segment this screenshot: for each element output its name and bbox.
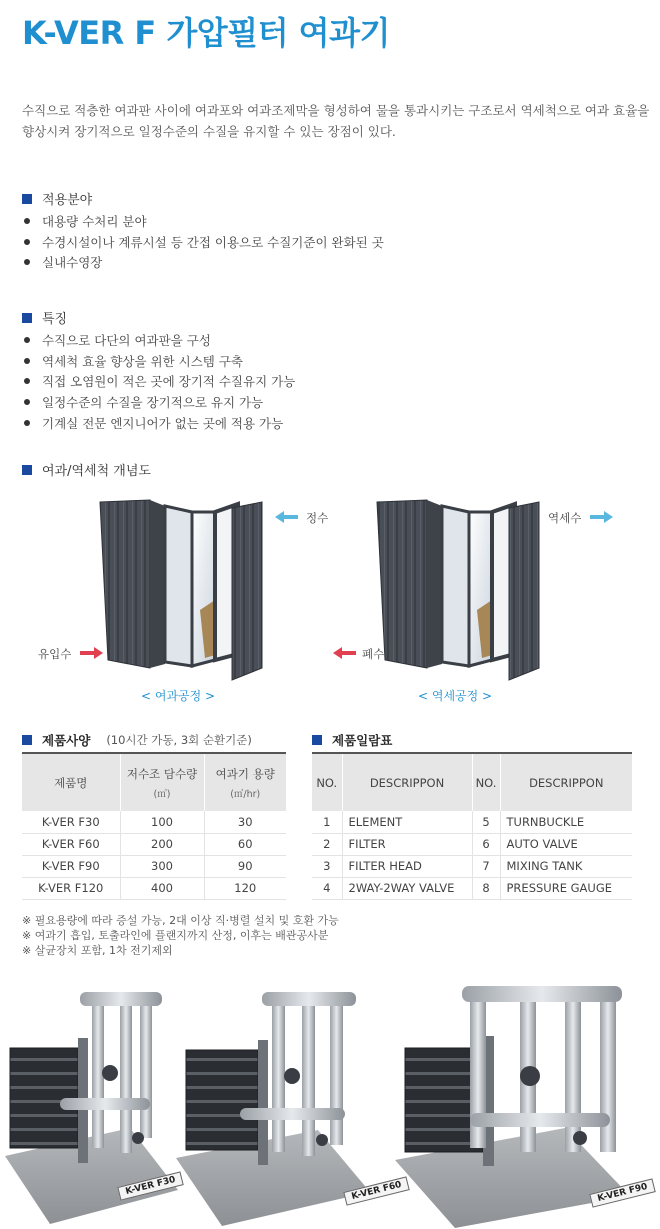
col-header-name: 제품명	[22, 753, 120, 811]
bullet-icon	[24, 420, 30, 426]
filtration-caption: < 여과공정 >	[141, 689, 216, 703]
table-row: K-VER F120 400 120	[22, 877, 286, 899]
parts-table	[312, 752, 632, 900]
bullet-icon	[24, 358, 30, 364]
bullet-icon	[24, 337, 30, 343]
backwash-water-label: 역세수	[548, 511, 582, 525]
table-row: K-VER F90 300 90	[22, 855, 286, 877]
page-title: K-VER F 가압필터 여과기	[22, 14, 390, 52]
section-heading-application: 적용분야	[22, 189, 92, 208]
product-label-f30: K-VER F30	[117, 1171, 184, 1200]
inflow-label: 유입수	[38, 647, 72, 661]
col-header-tank: 저수조 담수량 (㎥)	[120, 753, 204, 811]
product-photo-f60	[176, 992, 370, 1226]
bullet-icon	[24, 259, 30, 265]
table-row: K-VER F30 100 30	[22, 811, 286, 833]
product-label-f60: K-VER F60	[343, 1176, 410, 1205]
footnote: ※ 필요용량에 따라 증설 가능, 2대 이상 직·병렬 설치 및 호환 가능	[22, 914, 339, 927]
list-item: 실내수영장	[24, 252, 384, 273]
application-list	[24, 211, 384, 273]
backwash-caption: < 역세공정 >	[418, 689, 493, 703]
section-heading-concept: 여과/역세척 개념도	[22, 460, 151, 479]
list-item: 수직으로 다단의 여과판을 구성	[24, 330, 295, 351]
filter-unit-right	[377, 500, 539, 680]
table-row: 4 2WAY-2WAY VALVE 8 PRESSURE GAUGE	[312, 877, 632, 899]
bullet-icon	[24, 218, 30, 224]
list-item: 직접 오염원이 적은 곳에 장기적 수질유지 가능	[24, 371, 295, 392]
arrow-out-right-icon	[590, 511, 613, 523]
col-header-no: NO.	[472, 753, 500, 811]
square-bullet-icon	[22, 465, 32, 475]
footnote: ※ 여과기 흡입, 토출라인에 플랜지까지 산정, 이후는 배관공사분	[22, 929, 329, 942]
square-bullet-icon	[312, 735, 322, 745]
arrow-out-left-icon	[275, 511, 298, 523]
square-bullet-icon	[22, 735, 32, 745]
col-header-no: NO.	[312, 753, 342, 811]
spec-note: (10시간 가동, 3회 순환기준)	[106, 733, 252, 747]
spec-table	[22, 752, 286, 900]
list-item: 일정수준의 수질을 장기적으로 유지 가능	[24, 392, 295, 413]
square-bullet-icon	[22, 194, 32, 204]
list-item: 기계실 전문 엔지니어가 없는 곳에 적용 가능	[24, 412, 295, 433]
list-item: 수경시설이나 계류시설 등 간접 이용으로 수질기준이 완화된 곳	[24, 232, 384, 253]
list-item: 역세척 효율 향상을 위한 시스템 구축	[24, 351, 295, 372]
product-photos	[0, 978, 660, 1229]
features-list	[24, 330, 295, 433]
square-bullet-icon	[22, 313, 32, 323]
col-header-capacity: 여과기 용량 (㎥/hr)	[204, 753, 286, 811]
bullet-icon	[24, 399, 30, 405]
waste-water-label: 폐수	[362, 647, 385, 661]
intro-text: 수직으로 적층한 여과판 사이에 여과포와 여과조제막을 형성하여 물을 통과시키는 구조로서 역세척으로 여과 효율을 향상시켜 장기적으로 일정수준의 수질을 유지할 수 있는 장점이 있다.	[22, 103, 650, 139]
parts-heading: 제품일람표	[312, 731, 392, 749]
section-heading-features: 특징	[22, 308, 67, 327]
arrow-waste-right-icon	[333, 647, 356, 659]
spec-heading: 제품사양 (10시간 가동, 3회 순환기준)	[22, 731, 252, 749]
filter-unit-left	[100, 500, 262, 680]
table-row: 2 FILTER 6 AUTO VALVE	[312, 833, 632, 855]
arrow-in-left-icon	[80, 647, 103, 659]
table-row: 3 FILTER HEAD 7 MIXING TANK	[312, 855, 632, 877]
filter-concept-diagram	[0, 490, 660, 710]
col-header-description: DESCRIPPON	[500, 753, 632, 811]
table-row: K-VER F60 200 60	[22, 833, 286, 855]
footnote: ※ 살균장치 포함, 1차 전기제외	[22, 944, 173, 957]
bullet-icon	[24, 239, 30, 245]
product-illustrations	[0, 978, 660, 1229]
product-label-f90: K-VER F90	[589, 1178, 656, 1207]
footnotes	[22, 913, 339, 958]
col-header-description: DESCRIPPON	[342, 753, 472, 811]
table-row: 1 ELEMENT 5 TURNBUCKLE	[312, 811, 632, 833]
bullet-icon	[24, 378, 30, 384]
list-item: 대용량 수처리 분야	[24, 211, 384, 232]
clean-water-label: 정수	[306, 511, 329, 525]
